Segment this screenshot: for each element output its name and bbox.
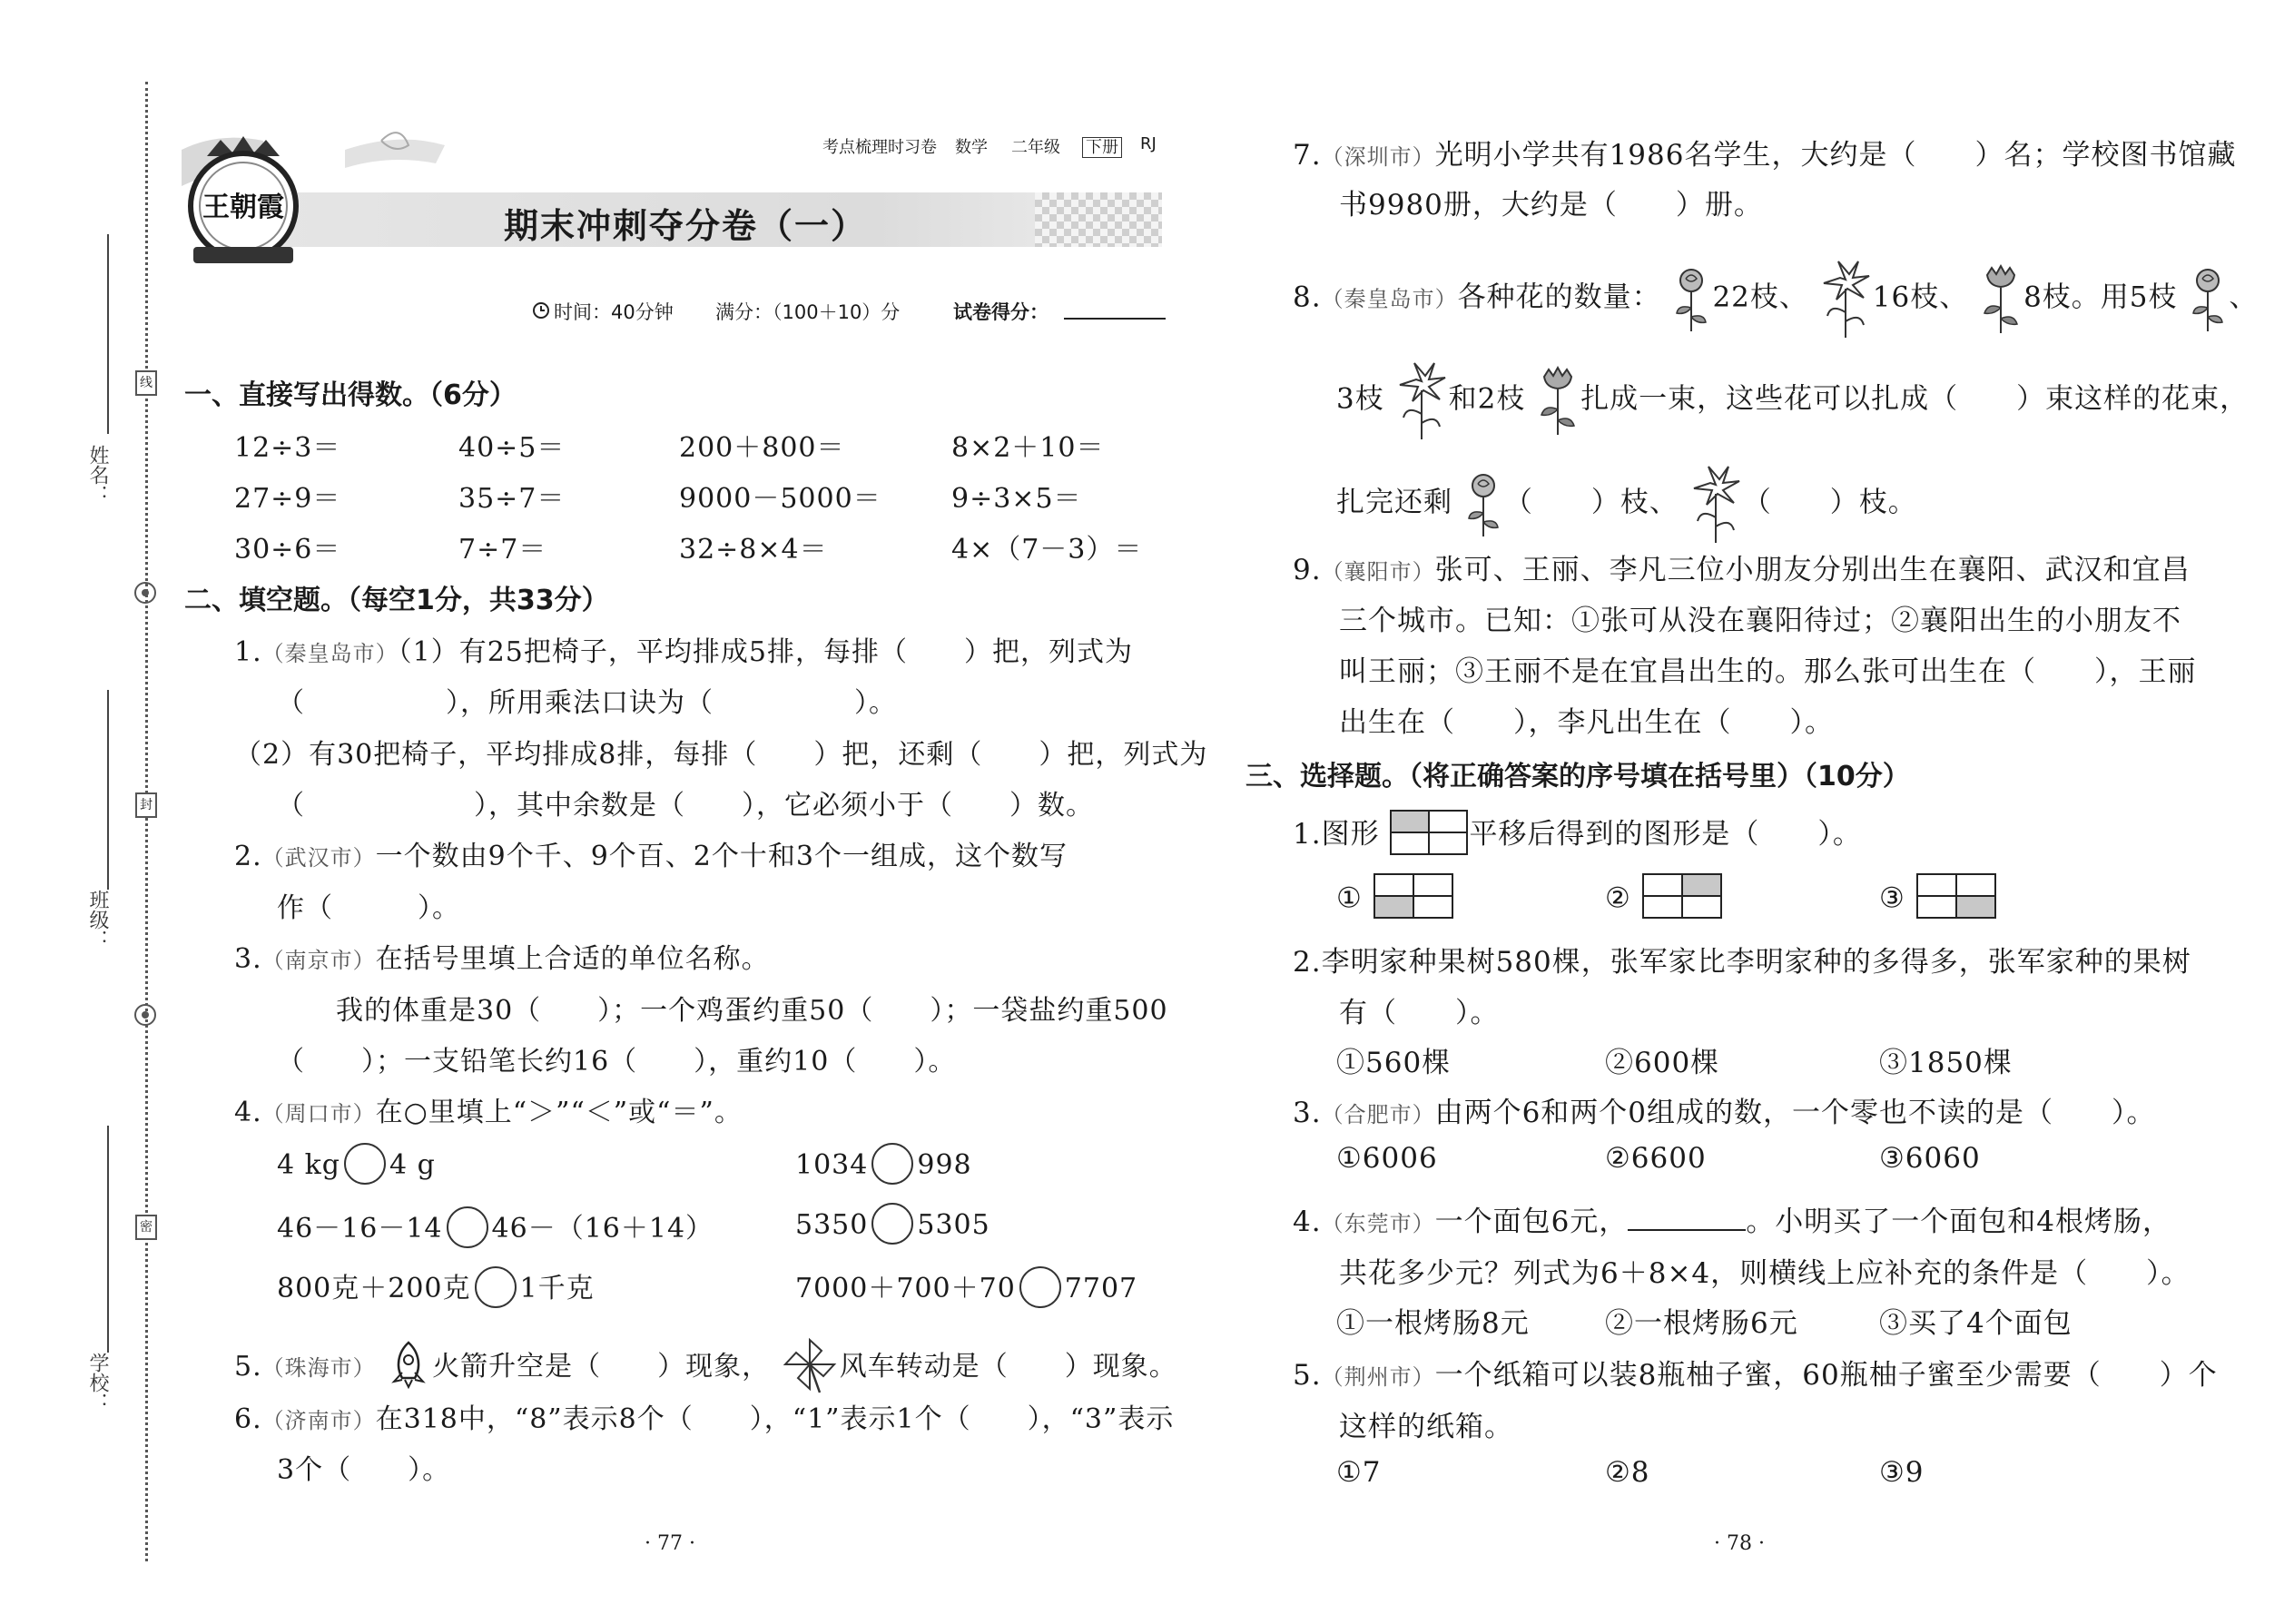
fill-q3-line3: （ ）；一支铅笔长约16（ ），重约10（ ）。 (277, 1046, 957, 1078)
score-field[interactable] (1064, 318, 1166, 320)
clock-icon (532, 301, 550, 320)
carnation-flower-icon (1978, 262, 2023, 335)
choice-q2-line2: 有（ ）。 (1339, 997, 1500, 1029)
name-write-line[interactable] (107, 234, 109, 434)
fill-q8-line1: 8.（秦皇岛市）各种花的数量： 22枝、 16枝、 8枝。用5枝 、 (1293, 258, 2258, 340)
fill-q3-line2: 我的体重是30（ ）；一个鸡蛋约重50（ ）；一袋盐约重500 (336, 995, 1168, 1027)
calc-1-3: 200＋800＝ (679, 432, 845, 464)
calc-2-4: 9÷3×5＝ (951, 483, 1082, 515)
binding-mark-line: 线 (135, 370, 157, 396)
compare-circle[interactable] (871, 1203, 913, 1245)
calc-3-1: 30÷6＝ (234, 534, 341, 566)
page-title: 期末冲刺夺分卷（一） (504, 206, 868, 246)
choice-q1-line: 1.图形 平移后得到的图形是（ ）。 (1293, 811, 1862, 860)
fill-q7-line1: 7.（深圳市）光明小学共有1986名学生，大约是（ ）名；学校图书馆藏 (1293, 139, 2237, 172)
svg-text:王朝霞: 王朝霞 (202, 192, 284, 223)
exam-series: 考点梳理时习卷 (822, 138, 937, 157)
pinwheel-icon (780, 1334, 840, 1394)
class-label: 班级： (86, 890, 109, 950)
choice-q3-line1: 3.（合肥市）由两个6和两个0组成的数，一个零也不读的是（ ）。 (1293, 1097, 2156, 1129)
exam-volume: 下册 (1082, 134, 1122, 158)
compare-circle[interactable] (1019, 1266, 1061, 1308)
fill-q9-line3: 叫王丽；③王丽不是在宜昌出生的。那么张可出生在（ ），王丽 (1339, 655, 2197, 688)
fill-q7-line2: 书9980册，大约是（ ）册。 (1339, 189, 1763, 221)
binding-dotted-line (145, 82, 148, 1561)
fill-q1-line2: （ ），所用乘法口诀为（ ）。 (277, 687, 897, 719)
time-limit: 时间：40分钟 (554, 301, 674, 323)
calc-1-2: 40÷5＝ (458, 432, 566, 464)
carnation-flower-icon (1535, 364, 1580, 437)
compare-row-2-left: 46－16－14 46－（16＋14） (277, 1206, 714, 1251)
rocket-icon (385, 1340, 432, 1389)
grid-figure-option3-icon (1915, 872, 1997, 920)
grid-figure-option1-icon (1373, 872, 1454, 920)
choice-q3-option2[interactable]: ②6600 (1605, 1142, 1707, 1175)
binding-mark-seal: 封 (135, 792, 157, 818)
binding-ornament-icon (133, 581, 157, 605)
rose-flower-icon (2187, 264, 2229, 333)
fill-q4-line1: 4.（周口市）在○里填上“＞”“＜”或“＝”。 (234, 1097, 743, 1128)
name-label: 姓名： (86, 445, 109, 505)
compare-circle[interactable] (344, 1143, 386, 1185)
calc-3-2: 7÷7＝ (458, 534, 547, 566)
choice-q2-option2[interactable]: ②600棵 (1605, 1047, 1720, 1079)
choice-q4-option2[interactable]: ②一根烤肠6元 (1605, 1307, 1798, 1340)
compare-row-3-left: 800克＋200克 1千克 (277, 1265, 595, 1311)
fill-q1-line1: 1.（秦皇岛市）（1）有25把椅子，平均排成5排，每排（ ）把，列式为 (234, 636, 1133, 668)
choice-q4-option3[interactable]: ③买了4个面包 (1879, 1307, 2072, 1340)
calc-3-4: 4×（7－3）＝ (951, 534, 1143, 566)
compare-row-1-right: 1034 998 (795, 1146, 972, 1187)
choice-q5-option1[interactable]: ①7 (1336, 1456, 1382, 1489)
rose-flower-icon (1670, 264, 1712, 333)
choice-q1-option3[interactable]: ③ (1879, 876, 1997, 923)
fill-q3-line1: 3.（南京市）在括号里填上合适的单位名称。 (234, 943, 770, 975)
grid-figure-option2-icon (1641, 872, 1723, 920)
calc-1-1: 12÷3＝ (234, 432, 341, 464)
grid-figure-icon (1389, 809, 1469, 856)
blank-line[interactable] (1628, 1209, 1746, 1231)
compare-row-1-left: 4 kg 4 g (277, 1146, 436, 1187)
choice-q1-option2[interactable]: ② (1605, 876, 1723, 923)
compare-circle[interactable] (871, 1143, 913, 1185)
choice-q5-line2: 这样的纸箱。 (1339, 1411, 1513, 1443)
calc-2-2: 35÷7＝ (458, 483, 566, 515)
compare-row-2-right: 5350 5305 (795, 1206, 990, 1247)
choice-q3-option3[interactable]: ③6060 (1879, 1142, 1981, 1175)
school-label: 学校： (86, 1353, 109, 1412)
fill-q9-line1: 9.（襄阳市）张可、王丽、李凡三位小朋友分别出生在襄阳、武汉和宜昌 (1293, 554, 2191, 586)
full-score: 满分：（100＋10）分 (715, 301, 901, 323)
calc-1-4: 8×2＋10＝ (951, 432, 1105, 464)
calc-2-1: 27÷9＝ (234, 483, 341, 515)
fill-q8-line3: 扎完还剩 （ ）枝、 （ ）枝。 (1336, 463, 1917, 545)
fill-q1-line3: （2）有30把椅子，平均排成8排，每排（ ）把，还剩（ ）把，列式为 (234, 739, 1208, 771)
choice-q2-option1[interactable]: ①560棵 (1336, 1047, 1452, 1079)
fill-q1-line4: （ ），其中余数是（ ），它必须小于（ ）数。 (277, 790, 1094, 822)
score-label: 试卷得分： (953, 301, 1049, 323)
section1-heading: 一、直接写出得数。（6分） (184, 379, 517, 411)
fill-q5-line: 5.（珠海市） 火箭升空是（ ）现象， 风车转动是（ ）现象。 (234, 1338, 1177, 1398)
choice-q2-line1: 2.李明家种果树580棵，张军家比李明家种的多得多，张军家种的果树 (1293, 946, 2191, 979)
choice-q4-option1[interactable]: ①一根烤肠8元 (1336, 1307, 1530, 1340)
lily-flower-icon (1689, 463, 1743, 545)
fill-q6-line2: 3个（ ）。 (277, 1454, 451, 1486)
choice-q5-option2[interactable]: ②8 (1605, 1456, 1650, 1489)
exam-edition: RJ (1140, 134, 1157, 153)
class-write-line[interactable] (107, 690, 109, 890)
school-write-line[interactable] (107, 1126, 109, 1353)
calc-3-3: 32÷8×4＝ (679, 534, 828, 566)
choice-q1-option1[interactable]: ① (1336, 876, 1454, 923)
fill-q9-line4: 出生在（ ），李凡出生在（ ）。 (1339, 706, 1834, 739)
rose-flower-icon (1462, 469, 1504, 538)
choice-q3-option1[interactable]: ①6006 (1336, 1142, 1438, 1175)
lily-flower-icon (1818, 258, 1873, 340)
binding-ornament-icon (133, 1003, 157, 1027)
page-number-right: · 78 · (1714, 1532, 1765, 1555)
compare-row-3-right: 7000＋700＋70 7707 (795, 1265, 1137, 1311)
fill-q2-line1: 2.（武汉市）一个数由9个千、9个百、2个十和3个一组成，这个数写 (234, 841, 1068, 872)
compare-circle[interactable] (447, 1206, 488, 1248)
exam-grade: 二年级 (1011, 138, 1060, 157)
calc-2-3: 9000－5000＝ (679, 483, 881, 515)
fill-q2-line2: 作（ ）。 (277, 892, 460, 924)
choice-q2-option3[interactable]: ③1850棵 (1879, 1047, 2013, 1079)
banner-pattern (1035, 192, 1162, 247)
lily-flower-icon (1394, 359, 1449, 441)
brand-logo-icon (180, 129, 307, 274)
section2-heading: 二、填空题。（每空1分，共33分） (184, 585, 609, 616)
exam-subject: 数学 (955, 138, 988, 157)
choice-q4-line2: 共花多少元？列式为6＋8×4，则横线上应补充的条件是（ ）。 (1339, 1257, 2191, 1290)
binding-mark-seal2: 密 (135, 1215, 157, 1240)
section3-heading: 三、选择题。（将正确答案的序号填在括号里）（10分） (1245, 761, 1910, 792)
choice-q4-line1: 4.（东莞市）一个面包6元， 。小明买了一个面包和4根烤肠， (1293, 1206, 2172, 1238)
choice-q5-line1: 5.（荆州市）一个纸箱可以装8瓶柚子蜜，60瓶柚子蜜至少需要（ ）个 (1293, 1359, 2218, 1392)
compare-circle[interactable] (475, 1266, 517, 1308)
fill-q8-line2: 3枝 和2枝 扎成一束，这些花可以扎成（ ）束这样的花束， (1336, 359, 2249, 441)
fill-q9-line2: 三个城市。已知：①张可从没在襄阳待过；②襄阳出生的小朋友不 (1339, 605, 2181, 637)
page-number-left: · 77 · (645, 1532, 695, 1555)
fill-q6-line1: 6.（济南市）在318中，“8”表示8个（ ），“1”表示1个（ ），“3”表示 (234, 1403, 1175, 1435)
choice-q5-option3[interactable]: ③9 (1879, 1456, 1925, 1489)
